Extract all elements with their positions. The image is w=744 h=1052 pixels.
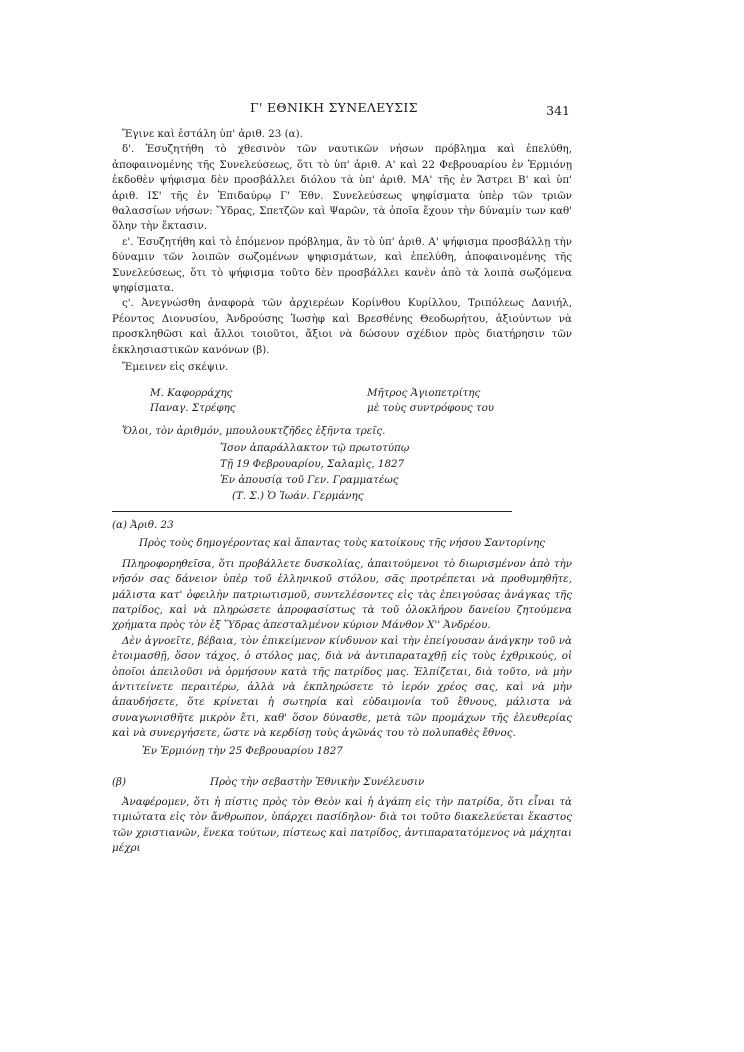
cert-line-2: Τῇ 19 Φεβρουαρίου, Σαλαμὶς, 1827 — [220, 457, 405, 470]
signature-agiopetritis: Μῆτρος Ἁγιοπετρίτης — [367, 386, 481, 399]
paragraph-delta: δ'. Ἐσυζητήθη τὸ χθεσινὸν τῶν ναυτικῶν νήσων πρόβλημα καὶ ἐπελύθη, ἀποφαινομένης τῆς Συνελεύσεως, ὅτι τὸ ὑπ' ἀριθ. Α' καὶ 22 Φεβρουαρίου ἐν Ἑρμιόνῃ ἐκδοθὲν ψήφισμα δὲν προσβάλλει διόλου τὰ ὑπ' ἀριθ. ΜΑ' τῆς ἐν Ἄστρει Β' καὶ ὑπ' ἀριθ. ΙΣ' τῆς ἐν Ἐπιδαύρῳ Γ' Ἐθν. Συνελεύσεως ψηφίσματα ὑπὲρ τῶν τριῶν θαλασσίων νήσων: Ὕδρας, Σπετζῶν καὶ Ψαρῶν, τὰ ὁποῖα ἔχουν τὴν δύναμίν των καθ' ὅλην τὴν ἔκτασιν. — [112, 143, 572, 233]
footnote-divider — [112, 511, 512, 512]
main-text — [112, 127, 572, 857]
paragraph-stigma: ς'. Ἀνεγνώσθη ἀναφορὰ τῶν ἀρχιερέων Κορίνθου Κυρίλλου, Τριπόλεως Δανιήλ, Ρέοντος Διονυσίου, Ἀνδρούσης Ἰωσὴφ καὶ Βρεσθένης Θεοδωρήτου, ἀξιούντων νὰ προσκληθῶσι καὶ ἄλλοι τοιοῦτοι, ἄξιοι νὰ δώσουν σχέδιον πρὸς διατήρησιν τῶν ἐκκλησιαστικῶν κανόνων (β). — [112, 297, 572, 356]
signature-companions: μὲ τοὺς συντρόφους του — [367, 401, 495, 414]
footnote-a-label: (α) Ἀριθ. 23 — [112, 518, 174, 531]
signatures-left — [150, 386, 236, 417]
footnote-b-head — [112, 775, 572, 793]
cert-line-4: (Τ. Σ.) Ὁ Ἰωάν. Γερμάνης — [232, 489, 364, 502]
footnote-a-title: Πρὸς τοὺς δημογέροντας καὶ ἅπαντας τοὺς κατοίκους τῆς νήσου Σαντορίνης — [138, 537, 546, 550]
page-header — [110, 100, 570, 120]
page-number: 341 — [546, 103, 570, 118]
signature-strefis: Παναγ. Στρέφης — [150, 401, 236, 414]
cert-line-1: Ἴσον ἀπαράλλακτον τῷ πρωτοτύπῳ — [220, 441, 410, 454]
footnote-b-title: Πρὸς τὴν σεβαστὴν Ἐθνικὴν Συνέλευσιν — [210, 776, 425, 788]
signatures-right — [367, 386, 494, 417]
footnote-a-paragraph-2: Δὲν ἀγνοεῖτε, βέβαια, τὸν ἐπικείμενον κίνδυνον καὶ τὴν ἐπείγουσαν ἀνάγκην τοῦ νὰ ἑτοιμασθῇ, ὅσον τάχος, ὁ στόλος μας, διὰ νὰ ἀντιπαραταχθῇ εἰς τοὺς ἐχθρικούς, οἱ ὁποῖοι ἀπειλοῦσι νὰ ὁρμήσουν κατὰ τῆς πατρίδος μας. Ἐλπίζεται, διὰ τοῦτο, νὰ μὴν ἀντιτείνετε περαιτέρω, ἀλλὰ νὰ ἐκπληρώσετε τὸ ἱερόν χρέος σας, καὶ νὰ μὴν ἀπαυδήσετε, ὅτε κρίνεται ἡ σωτηρία καὶ εὐδαιμονία τοῦ ἔθνους, μάλιστα νὰ συναγωνισθῆτε μικρὸν ἔτι, καθ' ὅσον δύνασθε, μετὰ τῶν προμάχων τῆς ἐλευθερίας καὶ νὰ συνεργήσετε, ὥστε νὰ κερδίσῃ τοὺς ἀγῶνάς του τὸ πολυπαθὲς ἔθνος. — [112, 634, 572, 740]
signatures — [112, 386, 572, 418]
certification-block — [220, 440, 572, 504]
footnote-a — [112, 518, 572, 759]
paragraph-epsilon: ε'. Ἐσυζητήθη καὶ τὸ ἑπόμενον πρόβλημα, ἂν τὸ ὑπ' ἀριθ. Α' ψήφισμα προσβάλλῃ τὴν δύναμιν τῶν λοιπῶν σωζομένων ψηφισμάτων, καὶ ἐπελύθη, ἀποφαινομένης τῆς Συνελεύσεως, ὅτι τὸ ψήφισμα τοῦτο δὲν προσβάλλει κανὲν ἀπὸ τὰ λοιπὰ σωζόμενα ψηφίσματα. — [112, 235, 572, 295]
footnote-a-head — [112, 518, 572, 533]
footnote-a-paragraph-1: Πληροφορηθεῖσα, ὅτι προβάλλετε δυσκολίας, ἀπαιτούμενοι τὸ διωρισμένον ἀπὸ τὴν νῆσόν σας δάνειον ὑπὲρ τοῦ ἑλληνικοῦ στόλου, σᾶς προτρέπεται νὰ προθυμηθῆτε, μάλιστα κατ' ὀφειλὴν πατριωτισμοῦ, συντελέσοντες εἰς τὰς ἐπειγούσας ἀνάγκας τῆς πατρίδος, καὶ νὰ πληρώσετε ἀπροφασίστως τὰ τοῦ ὁλοκλήρου δανείου ζητούμενα χρήματα πρὸς τὸν ἐξ Ὕδρας ἀπεσταλμένον κύριον Μάνθον Χ'' Ἀνδρέου. — [112, 557, 572, 632]
footnote-b — [112, 775, 572, 857]
paragraph-remained: Ἔμεινεν εἰς σκέψιν. — [122, 361, 229, 374]
footnote-gap — [112, 759, 572, 775]
footnote-a-date: Ἐν Ἑρμιόνῃ τὴν 25 Φεβρουαρίου 1827 — [142, 744, 343, 757]
signature-kaforrachis: Μ. Καφορράχης — [150, 386, 233, 399]
footnote-b-paragraph-1: Ἀναφέρομεν, ὅτι ἡ πίστις πρὸς τὸν Θεὸν καὶ ἡ ἀγάπη εἰς τὴν πατρίδα, ὅτι εἶναι τὰ τιμιώτατα εἰς τὸν ἄνθρωπον, ὑπάρχει πασίδηλον· διὰ τοι τοῦτο διακελεύεται ἕκαστος τῶν χριστιανῶν, ἕνεκα τούτων, πίστεως καὶ πατρίδος, ἀντιπαρατατόμενος νὰ μάχηται μέχρι — [112, 796, 572, 855]
running-head: Γ' ΕΘΝΙΚΗ ΣΥΝΕΛΕΥΣΙΣ — [250, 100, 418, 115]
votes-line: Ὅλοι, τὸν ἀριθμόν, μπουλουκτζῆδες ἑξῆντα τρεῖς. — [122, 424, 386, 437]
paragraph-sent: Ἔγινε καὶ ἐστάλη ὑπ' ἀριθ. 23 (α). — [122, 128, 303, 140]
footnote-b-label: (β) — [112, 776, 126, 788]
cert-line-3: Ἐν ἀπουσίᾳ τοῦ Γεν. Γραμματέως — [220, 473, 399, 486]
